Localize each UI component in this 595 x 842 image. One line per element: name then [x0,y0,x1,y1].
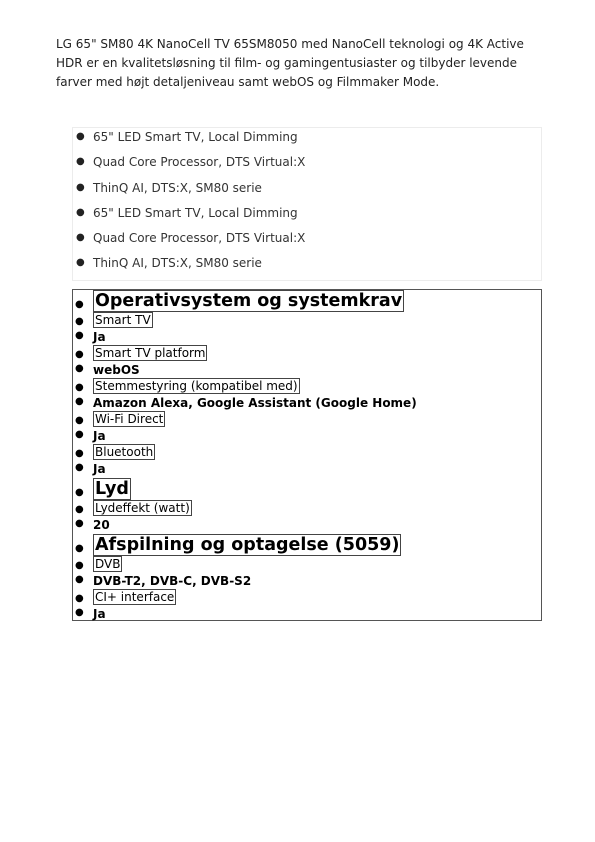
spec-label: Lydeffekt (watt) [95,501,190,515]
bullet-icon: ● [75,329,84,341]
spec-value: DVB-T2, DVB-C, DVB-S2 [93,573,252,588]
spec-label-row [73,557,541,574]
bullet-icon: ● [75,573,84,585]
spec-value: Ja [93,461,106,476]
spec-value-row [73,574,541,591]
spec-section-heading [73,290,541,313]
feature-text: 65" LED Smart TV, Local Dimming [93,205,298,220]
feature-item [73,128,541,153]
bullet-icon: ● [76,131,85,142]
bullet-icon: ● [75,299,84,310]
feature-item [73,179,541,204]
spec-label: Bluetooth [95,445,154,459]
spec-value-row [73,518,541,535]
spec-value-row [73,462,541,479]
spec-value-row [73,429,541,446]
spec-value: webOS [93,362,140,377]
feature-list [72,127,542,281]
product-description: LG 65" SM80 4K NanoCell TV 65SM8050 med NanoCell teknologi og 4K Active HDR er en kvalitetsløsning til film- og gamingentusiaster og tilbyder levende farver med højt detaljeniveau samt webOS og Filmmaker Mode. [56,37,524,89]
bullet-icon: ● [75,349,84,360]
spec-label: Stemmestyring (kompatibel med) [95,379,298,393]
feature-item [73,254,541,279]
bullet-icon: ● [75,543,84,554]
bullet-icon: ● [75,428,84,440]
spec-value: 20 [93,517,110,532]
feature-text: Quad Core Processor, DTS Virtual:X [93,155,306,170]
spec-value-row [73,607,541,624]
spec-value-row [73,363,541,380]
feature-item [73,204,541,229]
feature-item [73,153,541,178]
spec-value: Ja [93,329,106,344]
bullet-icon: ● [76,156,85,168]
bullet-icon: ● [75,395,84,407]
bullet-icon: ● [75,593,84,604]
spec-label-row [73,313,541,330]
spec-label: Smart TV platform [95,346,206,360]
spec-label: Smart TV [95,313,151,327]
bullet-icon: ● [76,232,85,244]
spec-value-row [73,330,541,347]
bullet-icon: ● [75,415,84,426]
bullet-icon: ● [75,487,84,498]
feature-item [73,229,541,254]
bullet-icon: ● [75,606,84,618]
bullet-icon: ● [75,316,84,327]
bullet-icon: ● [75,504,84,515]
spec-value-row [73,396,541,413]
spec-label: Wi-Fi Direct [95,412,164,426]
spec-section-heading [73,478,541,501]
spec-value: Ja [93,606,106,621]
bullet-icon: ● [75,517,84,529]
bullet-icon: ● [75,560,84,571]
bullet-icon: ● [75,461,84,473]
spec-label-row [73,346,541,363]
bullet-icon: ● [75,382,84,393]
spec-section-heading [73,534,541,557]
spec-label: DVB [95,557,121,571]
spec-label-row [73,445,541,462]
bullet-icon: ● [75,448,84,459]
section-title: Operativsystem og systemkrav [95,291,403,311]
spec-list [72,289,542,621]
spec-value: Amazon Alexa, Google Assistant (Google Home) [93,395,417,410]
feature-text: ThinQ AI, DTS:X, SM80 serie [93,180,262,195]
feature-text: 65" LED Smart TV, Local Dimming [93,130,298,144]
feature-text: Quad Core Processor, DTS Virtual:X [93,231,306,246]
bullet-icon: ● [75,362,84,374]
spec-label-row [73,501,541,518]
spec-label-row [73,379,541,396]
spec-value: Ja [93,428,106,443]
spec-label-row [73,412,541,429]
spec-label-row [73,590,541,607]
section-title: Afspilning og optagelse (5059) [95,535,400,555]
spec-label: CI+ interface [95,590,175,604]
feature-text: ThinQ AI, DTS:X, SM80 serie [93,256,262,271]
bullet-icon: ● [76,257,85,269]
section-title: Lyd [95,479,129,499]
bullet-icon: ● [76,206,85,218]
bullet-icon: ● [76,181,85,193]
